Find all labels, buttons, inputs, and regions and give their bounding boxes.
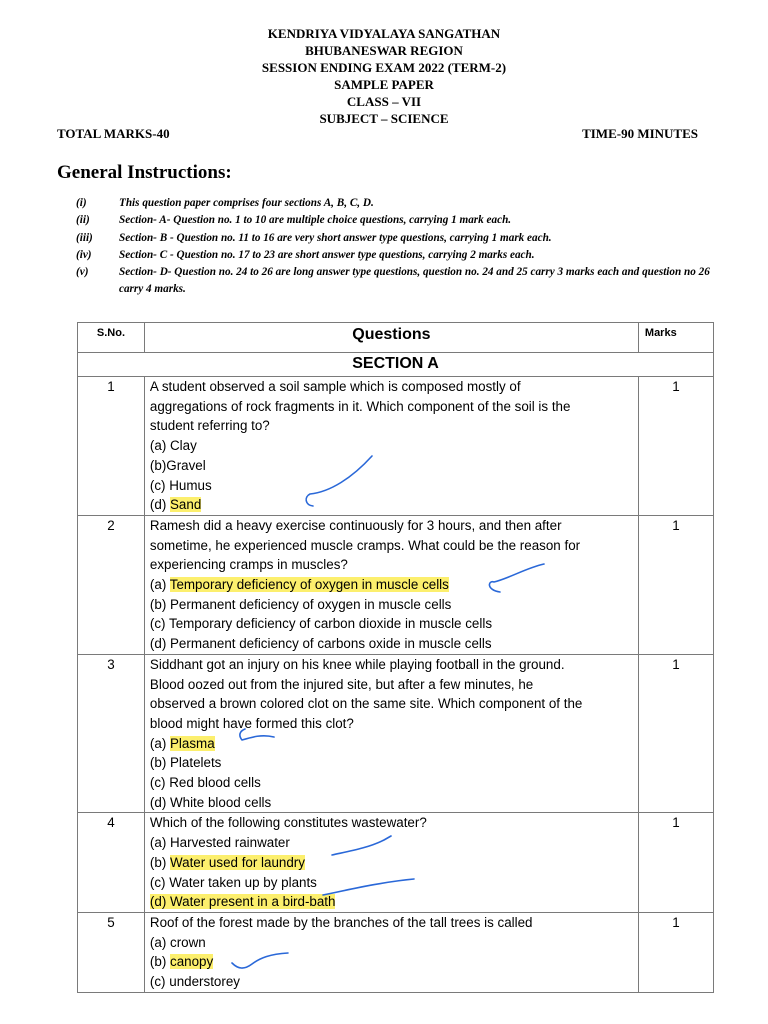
highlighted-option-text: Sand bbox=[170, 497, 202, 513]
answer-option bbox=[150, 972, 638, 992]
highlighted-option-text: Temporary deficiency of oxygen in muscle cells bbox=[169, 577, 449, 593]
option-text: Permanent deficiency of oxygen in muscle cells bbox=[170, 596, 452, 612]
option-prefix: (d) bbox=[149, 794, 170, 810]
answer-option bbox=[150, 833, 638, 853]
instruction-item bbox=[76, 195, 726, 212]
question-content bbox=[144, 654, 638, 813]
option-text: Harvested rainwater bbox=[170, 835, 290, 851]
option-prefix: (d) bbox=[149, 497, 170, 513]
question-content bbox=[144, 813, 638, 913]
question-marks: 1 bbox=[638, 377, 713, 516]
section-title: SECTION A bbox=[78, 353, 714, 377]
instruction-text: Section- D- Question no. 24 to 26 are long answer type questions, question no. 24 and 25 carry 3 marks each and question no 26 carry 4 marks. bbox=[119, 266, 710, 296]
answer-option bbox=[150, 614, 638, 634]
question-number: 2 bbox=[78, 515, 145, 654]
option-prefix: (a) bbox=[149, 835, 170, 851]
answer-option bbox=[150, 456, 638, 476]
question-number: 3 bbox=[78, 654, 145, 813]
option-prefix: (c) bbox=[149, 616, 169, 632]
question-marks: 1 bbox=[638, 813, 713, 913]
question-text-line: A student observed a soil sample which is composed mostly of bbox=[149, 379, 521, 394]
question-marks: 1 bbox=[638, 515, 713, 654]
question-text-line: Blood oozed out from the injured site, but after a few minutes, he bbox=[149, 676, 534, 692]
option-prefix: (b) bbox=[149, 755, 170, 771]
highlighted-option-text: canopy bbox=[170, 954, 214, 970]
instruction-text: Section- B - Question no. 11 to 16 are very short answer type questions, carrying 1 mark each. bbox=[119, 231, 552, 244]
option-prefix: (c) bbox=[149, 775, 170, 791]
answer-option bbox=[150, 873, 638, 893]
question-text-line: observed a brown colored clot on the same site. Which component of the bbox=[149, 696, 583, 712]
question-text-line: Siddhant got an injury on his knee while playing football in the ground. bbox=[149, 656, 565, 672]
highlighted-option-text: (d) Water present in a bird-bath bbox=[149, 894, 336, 910]
question-content bbox=[144, 515, 638, 654]
option-prefix: (b) bbox=[149, 596, 170, 612]
answer-option bbox=[150, 793, 638, 813]
time-limit: TIME-90 MINUTES bbox=[582, 126, 698, 141]
option-prefix: (a) bbox=[149, 735, 170, 751]
instruction-item bbox=[76, 230, 726, 247]
section-row bbox=[78, 353, 714, 377]
option-text: Red blood cells bbox=[169, 775, 261, 791]
option-text: White blood cells bbox=[170, 794, 272, 810]
option-text: crown bbox=[170, 934, 206, 950]
header-line: CLASS – VII bbox=[346, 94, 422, 109]
option-text: Temporary deficiency of carbon dioxide in muscle cells bbox=[169, 616, 493, 632]
instruction-number: (iii) bbox=[76, 231, 93, 244]
question-number: 4 bbox=[78, 813, 145, 913]
highlighted-option-text: Plasma bbox=[170, 735, 215, 751]
questions-table bbox=[77, 322, 714, 993]
option-text: Water taken up by plants bbox=[169, 874, 317, 890]
answer-option bbox=[150, 634, 638, 654]
question-content bbox=[144, 912, 638, 992]
option-text: understorey bbox=[169, 974, 240, 990]
option-text: Platelets bbox=[170, 755, 222, 771]
instructions-list bbox=[76, 195, 726, 299]
question-text-line: Roof of the forest made by the branches of the tall trees is called bbox=[149, 914, 533, 930]
header-line: SESSION ENDING EXAM 2022 (TERM-2) bbox=[261, 60, 507, 75]
instruction-number: (v) bbox=[76, 266, 89, 279]
option-text: Humus bbox=[169, 477, 212, 493]
question-text-line: Which of the following constitutes wastewater? bbox=[149, 815, 427, 831]
option-text: Clay bbox=[170, 438, 197, 454]
instruction-number: (ii) bbox=[76, 214, 90, 227]
question-row bbox=[78, 377, 714, 516]
question-text-line: aggregations of rock fragments in it. Which component of the soil is the bbox=[149, 398, 571, 414]
question-content bbox=[144, 377, 638, 516]
instruction-text: Section- C - Question no. 17 to 23 are short answer type questions, carrying 2 marks each. bbox=[119, 248, 535, 261]
question-text-line: Ramesh did a heavy exercise continuously for 3 hours, and then after bbox=[149, 517, 562, 533]
answer-option bbox=[150, 933, 638, 953]
question-marks: 1 bbox=[638, 654, 713, 813]
answer-option bbox=[150, 892, 638, 912]
exam-header bbox=[0, 25, 768, 127]
total-marks: TOTAL MARKS-40 bbox=[57, 126, 170, 141]
instruction-item bbox=[76, 264, 726, 299]
header-line: SAMPLE PAPER bbox=[334, 77, 434, 92]
instruction-item bbox=[76, 247, 726, 264]
option-prefix: (a) bbox=[149, 438, 170, 454]
answer-option bbox=[150, 575, 638, 595]
question-text-line: blood might have formed this clot? bbox=[149, 715, 354, 731]
instruction-number: (iv) bbox=[76, 248, 92, 261]
option-prefix: (c) bbox=[149, 874, 170, 890]
instruction-text: This question paper comprises four sections A, B, C, D. bbox=[119, 197, 374, 209]
option-prefix: (b) bbox=[149, 954, 170, 970]
option-prefix: (a) bbox=[149, 934, 170, 950]
table-header-row bbox=[78, 323, 714, 353]
answer-option bbox=[150, 495, 638, 515]
option-text: Gravel bbox=[166, 457, 206, 473]
highlighted-option-text: Water used for laundry bbox=[170, 854, 305, 870]
question-text-line: student referring to? bbox=[149, 418, 270, 434]
answer-option bbox=[150, 476, 638, 496]
option-prefix: (c) bbox=[149, 974, 170, 990]
answer-option bbox=[150, 952, 638, 972]
instruction-text: Section- A- Question no. 1 to 10 are multiple choice questions, carrying 1 mark each. bbox=[119, 214, 512, 227]
answer-option bbox=[150, 734, 638, 754]
option-text: Permanent deficiency of carbons oxide in muscle cells bbox=[170, 636, 492, 652]
question-row bbox=[78, 813, 714, 913]
question-marks: 1 bbox=[638, 912, 713, 992]
option-prefix: (d) bbox=[149, 636, 170, 652]
instruction-item bbox=[76, 212, 726, 229]
question-number: 1 bbox=[78, 377, 145, 516]
option-prefix: (b) bbox=[149, 457, 167, 473]
answer-option bbox=[150, 773, 638, 793]
question-text-line: sometime, he experienced muscle cramps. What could be the reason for bbox=[149, 537, 581, 553]
answer-option bbox=[150, 595, 638, 615]
col-sno-header: S.No. bbox=[78, 323, 145, 353]
option-prefix: (b) bbox=[149, 854, 170, 870]
instruction-number: (i) bbox=[76, 197, 87, 209]
header-line: SUBJECT – SCIENCE bbox=[319, 111, 449, 126]
instructions-title: General Instructions: bbox=[57, 162, 232, 183]
answer-option bbox=[150, 853, 638, 873]
question-row bbox=[78, 515, 714, 654]
header-line: BHUBANESWAR REGION bbox=[305, 43, 463, 58]
answer-option bbox=[150, 436, 638, 456]
question-row bbox=[78, 912, 714, 992]
col-marks-header: Marks bbox=[638, 323, 713, 353]
question-text-line: experiencing cramps in muscles? bbox=[149, 557, 348, 573]
question-row bbox=[78, 654, 714, 813]
option-prefix: (c) bbox=[149, 477, 170, 493]
question-number: 5 bbox=[78, 912, 145, 992]
header-line: KENDRIYA VIDYALAYA SANGATHAN bbox=[267, 26, 501, 41]
answer-option bbox=[150, 753, 638, 773]
col-questions-header: Questions bbox=[144, 323, 638, 353]
option-prefix: (a) bbox=[149, 577, 170, 593]
